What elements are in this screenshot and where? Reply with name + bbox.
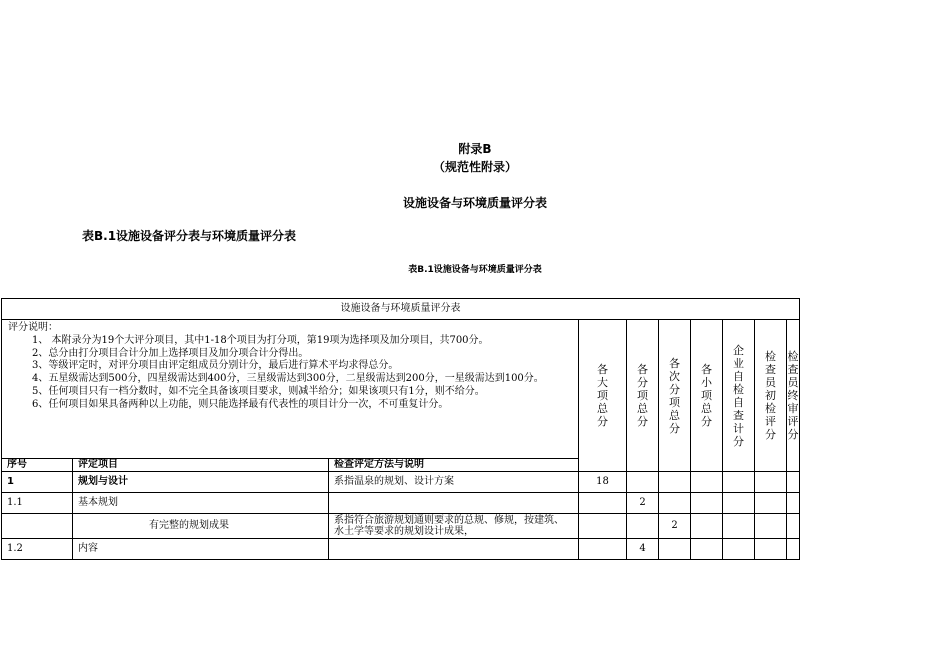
header-sub-total: 各分项总分 bbox=[627, 320, 659, 472]
row-sub-score bbox=[627, 514, 659, 539]
row-initial-cell bbox=[755, 493, 787, 514]
table-row bbox=[2, 472, 800, 493]
note-3: 3、等级评定时，对评分项目由评定组成员分别计分，最后进行算术平均求得总分。 bbox=[32, 360, 399, 372]
row-minor-score bbox=[691, 472, 723, 493]
row-initial-cell bbox=[755, 514, 787, 539]
row-sub-score: 4 bbox=[627, 539, 659, 560]
row-self-check-cell bbox=[723, 493, 755, 514]
notes-label: 评分说明： bbox=[8, 322, 58, 333]
row-subsub-score: 2 bbox=[659, 514, 691, 539]
row-final-cell bbox=[787, 493, 800, 514]
row-subsub-score bbox=[659, 472, 691, 493]
note-2: 2、总分由打分项目合计分加上选择项目及加分项合计分得出。 bbox=[32, 347, 309, 359]
row-method: 系指符合旅游规划通则要求的总规、修规，按建筑、水土学等要求的规划设计成果， bbox=[329, 514, 579, 539]
row-major-score: 18 bbox=[579, 472, 627, 493]
note-5: 5、任何项目只有一档分数时，如不完全具备该项目要求，则减半给分；如果该项只有1分，则不给分。 bbox=[32, 385, 485, 397]
appendix-label: 附录B bbox=[458, 142, 492, 156]
row-final-cell bbox=[787, 472, 800, 493]
row-subsub-score bbox=[659, 539, 691, 560]
row-major-score bbox=[579, 539, 627, 560]
row-major-score bbox=[579, 493, 627, 514]
row-minor-score bbox=[691, 493, 723, 514]
col-header-item: 评定项目 bbox=[73, 459, 329, 472]
col-header-method: 检查评定方法与说明 bbox=[329, 459, 579, 472]
row-self-check-cell bbox=[723, 472, 755, 493]
page-title: 设施设备与环境质量评分表 bbox=[402, 196, 547, 210]
row-major-score bbox=[579, 514, 627, 539]
header-subsub-total: 各次分项总分 bbox=[659, 320, 691, 472]
note-1: 1、 本附录分为19个大评分项目，其中1-18个项目为打分项，第19项为选择项及加分项目，共700分。 bbox=[32, 334, 489, 346]
row-final-cell bbox=[787, 514, 800, 539]
table-row bbox=[2, 493, 800, 514]
row-self-check-cell bbox=[723, 539, 755, 560]
row-item: 基本规划 bbox=[73, 493, 329, 514]
note-4: 4、五星级需达到500分，四星级需达到400分，三星级需达到300分，二星级需达到200分，一星级需达到100分。 bbox=[32, 373, 544, 385]
note-6: 6、任何项目如果具备两种以上功能，则只能选择最有代表性的项目计分一次，不可重复计分。 bbox=[32, 398, 449, 410]
section-title: 表B.1设施设备评分表与环境质量评分表 bbox=[82, 229, 297, 243]
header-self-check: 企业自检自查计分 bbox=[723, 320, 755, 472]
col-header-no: 序号 bbox=[2, 459, 73, 472]
row-initial-cell bbox=[755, 539, 787, 560]
header-major-total: 各大项总分 bbox=[579, 320, 627, 472]
table-row bbox=[2, 539, 800, 560]
row-minor-score bbox=[691, 514, 723, 539]
row-no: 1 bbox=[2, 472, 73, 493]
row-sub-score: 2 bbox=[627, 493, 659, 514]
row-item: 规划与设计 bbox=[73, 472, 329, 493]
row-initial-cell bbox=[755, 472, 787, 493]
score-table bbox=[1, 298, 800, 560]
row-final-cell bbox=[787, 539, 800, 560]
table-title: 设施设备与环境质量评分表 bbox=[2, 299, 800, 320]
row-self-check-cell bbox=[723, 514, 755, 539]
header-minor-total: 各小项总分 bbox=[691, 320, 723, 472]
row-no: 1.2 bbox=[2, 539, 73, 560]
table-caption: 表B.1设施设备与环境质量评分表 bbox=[408, 265, 542, 275]
row-method: 系指温泉的规划、设计方案 bbox=[329, 472, 579, 493]
row-subsub-score bbox=[659, 493, 691, 514]
row-method bbox=[329, 539, 579, 560]
header-final-review: 检查员终审评分 bbox=[787, 320, 800, 472]
row-no bbox=[2, 514, 73, 539]
row-method bbox=[329, 493, 579, 514]
row-minor-score bbox=[691, 539, 723, 560]
row-sub-score bbox=[627, 472, 659, 493]
header-initial-inspection: 检查员初检评分 bbox=[755, 320, 787, 472]
row-no: 1.1 bbox=[2, 493, 73, 514]
scoring-notes bbox=[2, 320, 579, 459]
table-row bbox=[2, 514, 800, 539]
normative-label: （规范性附录） bbox=[432, 160, 517, 174]
row-item: 有完整的规划成果 bbox=[73, 514, 329, 539]
row-item: 内容 bbox=[73, 539, 329, 560]
